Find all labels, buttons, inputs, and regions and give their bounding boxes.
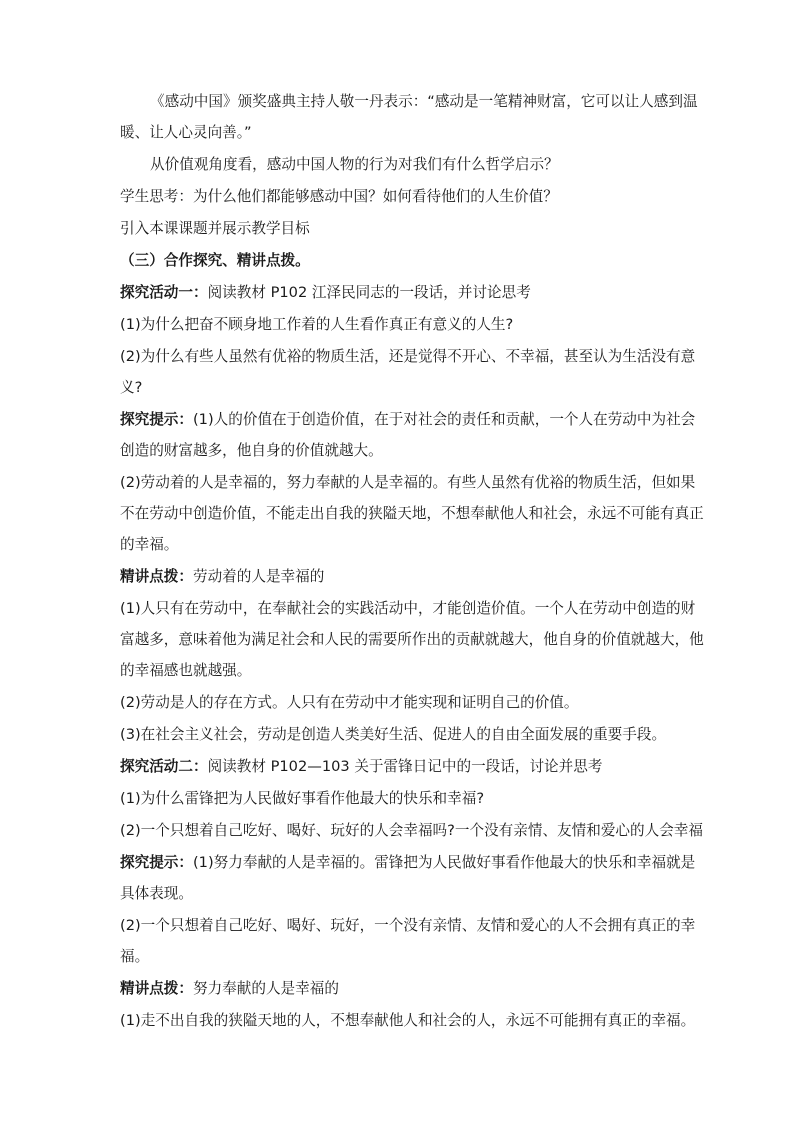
activity1-heading [120, 283, 680, 303]
activity1-hint-2-line3: 的幸福。 [120, 536, 179, 553]
activity1-hint-1-line1 [120, 410, 696, 430]
activity1-hint-2-line2: 不在劳动中创造价值，不能走出自我的狭隘天地，不想奉献他人和社会，永远不可能有真正 [120, 505, 704, 522]
activity1-hint-label: 探究提示： [120, 411, 193, 428]
intro-paragraph-3: 学生思考：为什么他们都能够感动中国？如何看待他们的人生价值？ [120, 188, 558, 205]
document-body [120, 92, 704, 1031]
activity1-text: 阅读教材 P102 江泽民同志的一段话，并讨论思考 [207, 284, 531, 301]
activity2-hint-1-line2: 具体表现。 [120, 885, 193, 902]
activity1-point-2: (2)劳动是人的存在方式。人只有在劳动中才能实现和证明自己的价值。 [120, 694, 579, 711]
activity1-point-1-line1: (1)人只有在劳动中，在奉献社会的实践活动中，才能创造价值。一个人在劳动中创造的财 [120, 600, 696, 617]
activity2-hint-2-line2: 福。 [120, 948, 150, 965]
activity2-hint-2-line1: (2)一个只想着自己吃好、喝好、玩好，一个没有亲情、友情和爱心的人不会拥有真正的幸 [120, 917, 696, 934]
intro-p1-line2: 暖、让人心灵向善。” [120, 124, 252, 141]
intro-paragraph-1 [120, 92, 698, 143]
intro-paragraph-2: 从价值观角度看，感动中国人物的行为对我们有什么哲学启示？ [150, 156, 559, 173]
activity1-point-1-line3: 的幸福感也就越强。 [120, 662, 252, 679]
activity2-hint-1-text: (1)努力奉献的人是幸福的。雷锋把为人民做好事看作他最大的快乐和幸福就是 [192, 854, 696, 871]
activity2-heading [120, 757, 680, 777]
activity1-hint-1-text: (1)人的价值在于创造价值，在于对社会的责任和贡献，一个人在劳动中为社会 [192, 411, 696, 428]
activity2-summary-heading [120, 979, 680, 999]
activity1-question-2-line1: (2)为什么有些人虽然有优裕的物质生活，还是觉得不开心、不幸福，甚至认为生活没有意 [120, 348, 696, 365]
activity1-summary-heading [120, 567, 680, 587]
activity2-hint-1-line1 [120, 853, 696, 873]
activity2-label: 探究活动二： [120, 758, 208, 775]
activity2-hint-label: 探究提示： [120, 854, 193, 871]
activity1-hint-2-line1: (2)劳动着的人是幸福的，努力奉献的人是幸福的。有些人虽然有优裕的物质生活，但如果 [120, 474, 696, 491]
activity2-text: 阅读教材 P102—103 关于雷锋日记中的一段话，讨论并思考 [207, 758, 603, 775]
activity1-summary-text: 劳动着的人是幸福的 [192, 568, 325, 585]
activity2-point-1: (1)走不出自我的狭隘天地的人，不想奉献他人和社会的人，永远不可能拥有真正的幸福。 [120, 1012, 696, 1029]
section-title: （三）合作探究、精讲点拨。 [120, 252, 310, 269]
activity1-point-3: (3)在社会主义社会，劳动是创造人类美好生活、促进人的自由全面发展的重要手段。 [120, 726, 667, 743]
activity2-summary-text: 努力奉献的人是幸福的 [192, 980, 339, 997]
activity1-label: 探究活动一： [120, 284, 208, 301]
activity2-summary-label: 精讲点拨： [120, 980, 193, 997]
activity1-question-1: (1)为什么把奋不顾身地工作着的人生看作真正有意义的人生? [120, 316, 514, 333]
activity1-hint-1-line2: 创造的财富越多，他自身的价值就越大。 [120, 442, 383, 459]
intro-p1-line1: 《感动中国》颁奖盛典主持人敬一丹表示：“感动是一笔精神财富，它可以让人感到温 [150, 93, 698, 110]
activity1-summary-label: 精讲点拨： [120, 568, 193, 585]
activity1-question-2-line2: 义? [120, 379, 143, 396]
activity2-question-1: (1)为什么雷锋把为人民做好事看作他最大的快乐和幸福? [120, 790, 485, 807]
activity2-question-2: (2)一个只想着自己吃好、喝好、玩好的人会幸福吗?一个没有亲情、友情和爱心的人会幸福 [120, 822, 703, 839]
activity1-point-1-line2: 富越多，意味着他为满足社会和人民的需要所作出的贡献就越大，他自身的价值就越大，他 [120, 631, 704, 648]
intro-paragraph-4: 引入本课课题并展示教学目标 [120, 220, 310, 237]
